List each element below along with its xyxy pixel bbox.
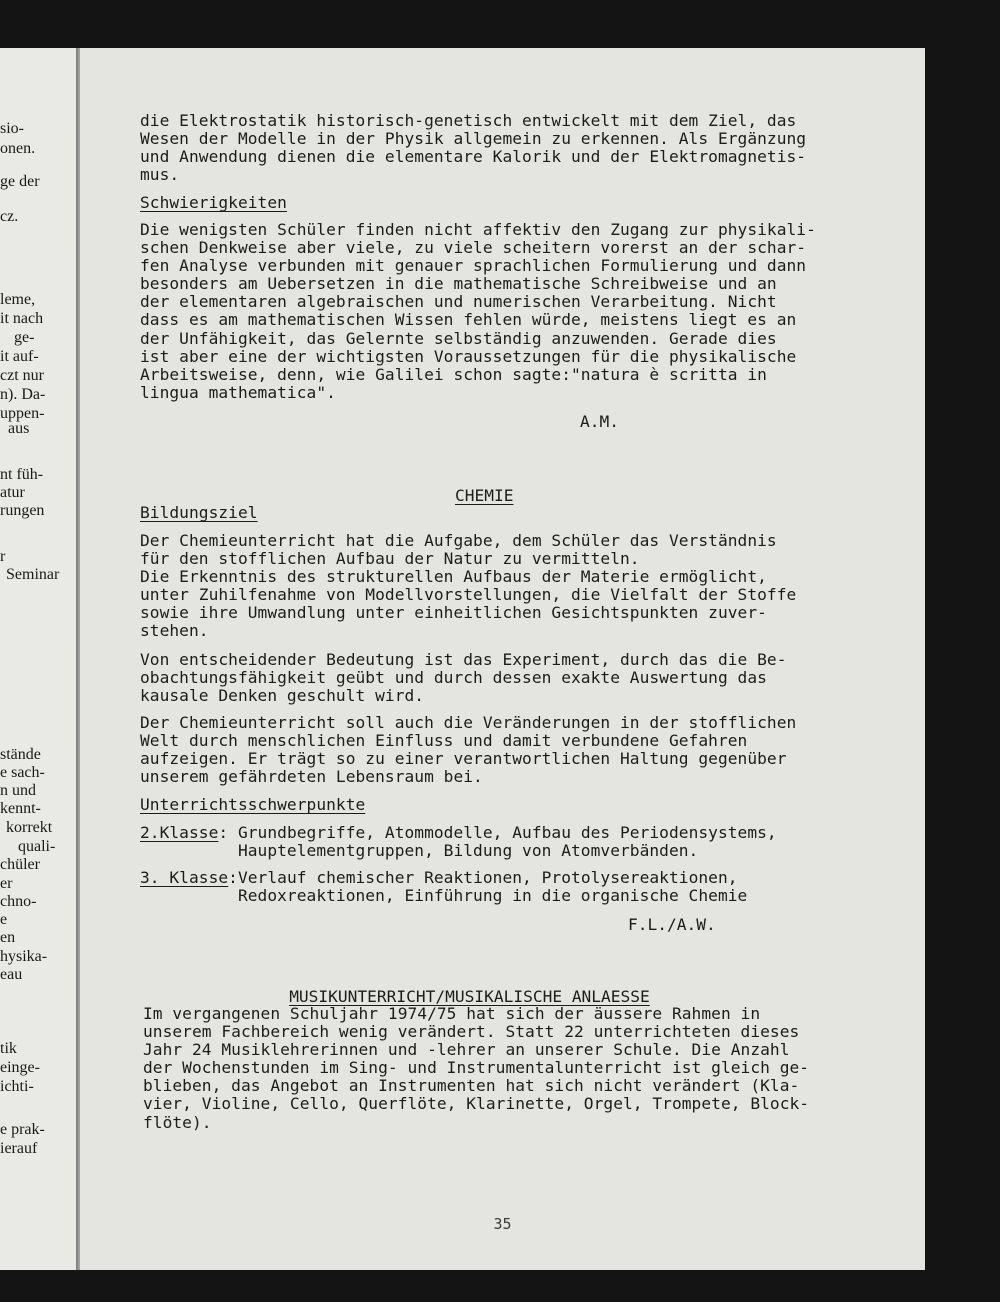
document-page (80, 48, 925, 1270)
margin-fragment: leme, (0, 291, 36, 308)
schwierigkeiten-heading (140, 194, 920, 212)
margin-fragment: e (0, 911, 8, 928)
text-line: dass es am mathematischen Wissen fehlen würde, meistens liegt es an (140, 310, 797, 330)
text-line: Hauptelementgruppen, Bildung von Atomverbänden. (140, 841, 699, 861)
margin-fragment: quali- (18, 838, 56, 855)
text-line: flöte). (143, 1112, 212, 1132)
margin-fragment: tik (0, 1040, 17, 1057)
margin-fragment: it nach (0, 310, 44, 327)
margin-fragment: aus (8, 420, 30, 437)
text-line: unserem gefährdeten Lebensraum bei. (140, 767, 483, 787)
margin-fragment: ge- (14, 329, 35, 346)
margin-fragment: hysika- (0, 948, 48, 965)
text-line: obachtungsfähigkeit geübt und durch dessen exakte Auswertung das (140, 668, 767, 688)
section-heading: Schwierigkeiten (140, 193, 287, 212)
text-line: Die wenigsten Schüler finden nicht affektiv den Zugang zur physikali- (140, 220, 816, 239)
text-line: unter Zuhilfenahme von Modellvorstellungen, die Vielfalt der Stoffe (140, 585, 797, 605)
margin-fragment: korrekt (6, 819, 53, 836)
chemie-paragraph-2 (140, 651, 920, 705)
intro-paragraph (140, 112, 920, 184)
margin-fragment: chüler (0, 856, 40, 873)
margin-fragment: nt füh- (0, 466, 44, 483)
margin-fragment: kennt- (0, 800, 41, 817)
text-line: für den stofflichen Aufbau der Natur zu vermitteln. (140, 549, 640, 569)
margin-fragment: atur (0, 484, 25, 501)
text-line: Von entscheidender Bedeutung ist das Experiment, durch das die Be- (140, 650, 787, 669)
klasse-3-entry (140, 869, 920, 905)
text-line: :Verlauf chemischer Reaktionen, Protolysereaktionen, (228, 868, 738, 887)
margin-fragment: cz. (0, 208, 19, 225)
text-line: und Anwendung dienen die elementare Kalorik und der Elektromagnetis- (140, 147, 807, 167)
page-number: 35 (493, 1215, 512, 1233)
margin-fragment: czt nur (0, 367, 44, 384)
text-line: Redoxreaktionen, Einführung in die organische Chemie (140, 886, 748, 906)
margin-fragment: n). Da- (0, 386, 46, 403)
margin-fragment: onen. (0, 140, 36, 157)
text-line: kausale Denken geschult wird. (140, 686, 425, 706)
text-line: unserem Fachbereich wenig verändert. Statt 22 unterrichteten dieses (143, 1022, 800, 1042)
text-line: lingua mathematica". (140, 382, 336, 402)
text-line: vier, Violine, Cello, Querflöte, Klarinette, Orgel, Trompete, Block- (143, 1094, 810, 1114)
text-line: Im vergangenen Schuljahr 1974/75 hat sich der äussere Rahmen in (143, 1004, 761, 1023)
margin-fragment: ichti- (0, 1078, 34, 1095)
klasse-label: 2.Klasse (140, 823, 219, 842)
text-line: Welt durch menschlichen Einfluss und damit verbundene Gefahren (140, 731, 748, 751)
musik-paragraph (143, 1005, 923, 1132)
left-facing-page (0, 48, 80, 1270)
text-line: der Unfähigkeit, das Gelernte selbständig anzuwenden. Gerade dies (140, 328, 777, 348)
margin-fragment: en (0, 929, 16, 946)
margin-fragment: e prak- (0, 1121, 45, 1138)
klasse-label: 3. Klasse (140, 868, 229, 887)
margin-fragment: eau (0, 966, 23, 983)
text-line: : Grundbegriffe, Atommodelle, Aufbau des Periodensystems, (218, 823, 777, 842)
text-line: Der Chemieunterricht soll auch die Veränderungen in der stofflichen (140, 713, 797, 732)
margin-fragment: Seminar (6, 566, 60, 583)
margin-fragment: it auf- (0, 348, 39, 365)
margin-fragment: uppen- (0, 405, 45, 422)
text-line: aufzeigen. Er trägt so zu einer verantwortlichen Haltung gegenüber (140, 749, 787, 769)
margin-fragment: stände (0, 746, 41, 763)
text-line: schen Denkweise aber viele, zu viele scheitern vorerst an der schar- (140, 238, 807, 258)
text-line: die Elektrostatik historisch-genetisch entwickelt mit dem Ziel, das (140, 111, 797, 130)
bildungsziel-heading (140, 504, 920, 522)
margin-fragment: ierauf (0, 1140, 38, 1157)
margin-fragment: er (0, 875, 13, 892)
signature-am: A.M. (580, 412, 619, 431)
margin-fragment: chno- (0, 893, 37, 910)
text-line: sowie ihre Umwandlung unter einheitlichen Gesichtspunkten zuver- (140, 603, 767, 623)
text-line: ist aber eine der wichtigsten Voraussetzungen für die physikalische (140, 346, 797, 366)
text-line: fen Analyse verbunden mit genauer sprachlichen Formulierung und dann (140, 256, 807, 276)
section-heading: Unterrichtsschwerpunkte (140, 795, 366, 814)
chemie-paragraph-1 (140, 532, 920, 641)
margin-fragment: sio- (0, 120, 24, 137)
text-line: der Wochenstunden im Sing- und Instrumentalunterricht ist gleich ge- (143, 1058, 810, 1078)
text-line: Jahr 24 Musiklehrerinnen und -lehrer an unserer Schule. Die Anzahl (143, 1040, 790, 1060)
text-line: stehen. (140, 621, 209, 641)
margin-fragment: e sach- (0, 764, 45, 781)
text-line: Arbeitsweise, denn, wie Galilei schon sagte:"natura è scritta in (140, 364, 767, 384)
klasse-2-entry (140, 824, 920, 860)
section-title: CHEMIE (454, 486, 514, 505)
text-line: besonders am Uebersetzen in die mathematische Schreibweise und an (140, 274, 777, 294)
signature-fl-aw: F.L./A.W. (628, 915, 716, 934)
text-line: mus. (140, 165, 180, 185)
text-line: Die Erkenntnis des strukturellen Aufbaus der Materie ermöglicht, (140, 567, 767, 587)
margin-fragment: rungen (0, 502, 45, 519)
text-line: blieben, das Angebot an Instrumenten hat sich nicht verändert (Kla- (143, 1076, 800, 1096)
margin-fragment: einge- (0, 1059, 40, 1076)
text-line: Der Chemieunterricht hat die Aufgabe, dem Schüler das Verständnis (140, 531, 777, 550)
margin-fragment: n und (0, 782, 36, 799)
chemie-paragraph-3 (140, 714, 920, 786)
margin-fragment: r (0, 548, 6, 565)
text-line: der elementaren algebraischen und numerischen Verarbeitung. Nicht (140, 292, 777, 312)
text-line: Wesen der Modelle in der Physik allgemein zu erkennen. Als Ergänzung (140, 129, 807, 149)
schwerpunkte-heading (140, 796, 920, 814)
section-title: MUSIKUNTERRICHT/MUSIKALISCHE ANLAESSE (289, 987, 650, 1006)
schwierigkeiten-paragraph (140, 221, 920, 402)
section-heading: Bildungsziel (140, 503, 258, 522)
margin-fragment: ge der (0, 173, 40, 190)
